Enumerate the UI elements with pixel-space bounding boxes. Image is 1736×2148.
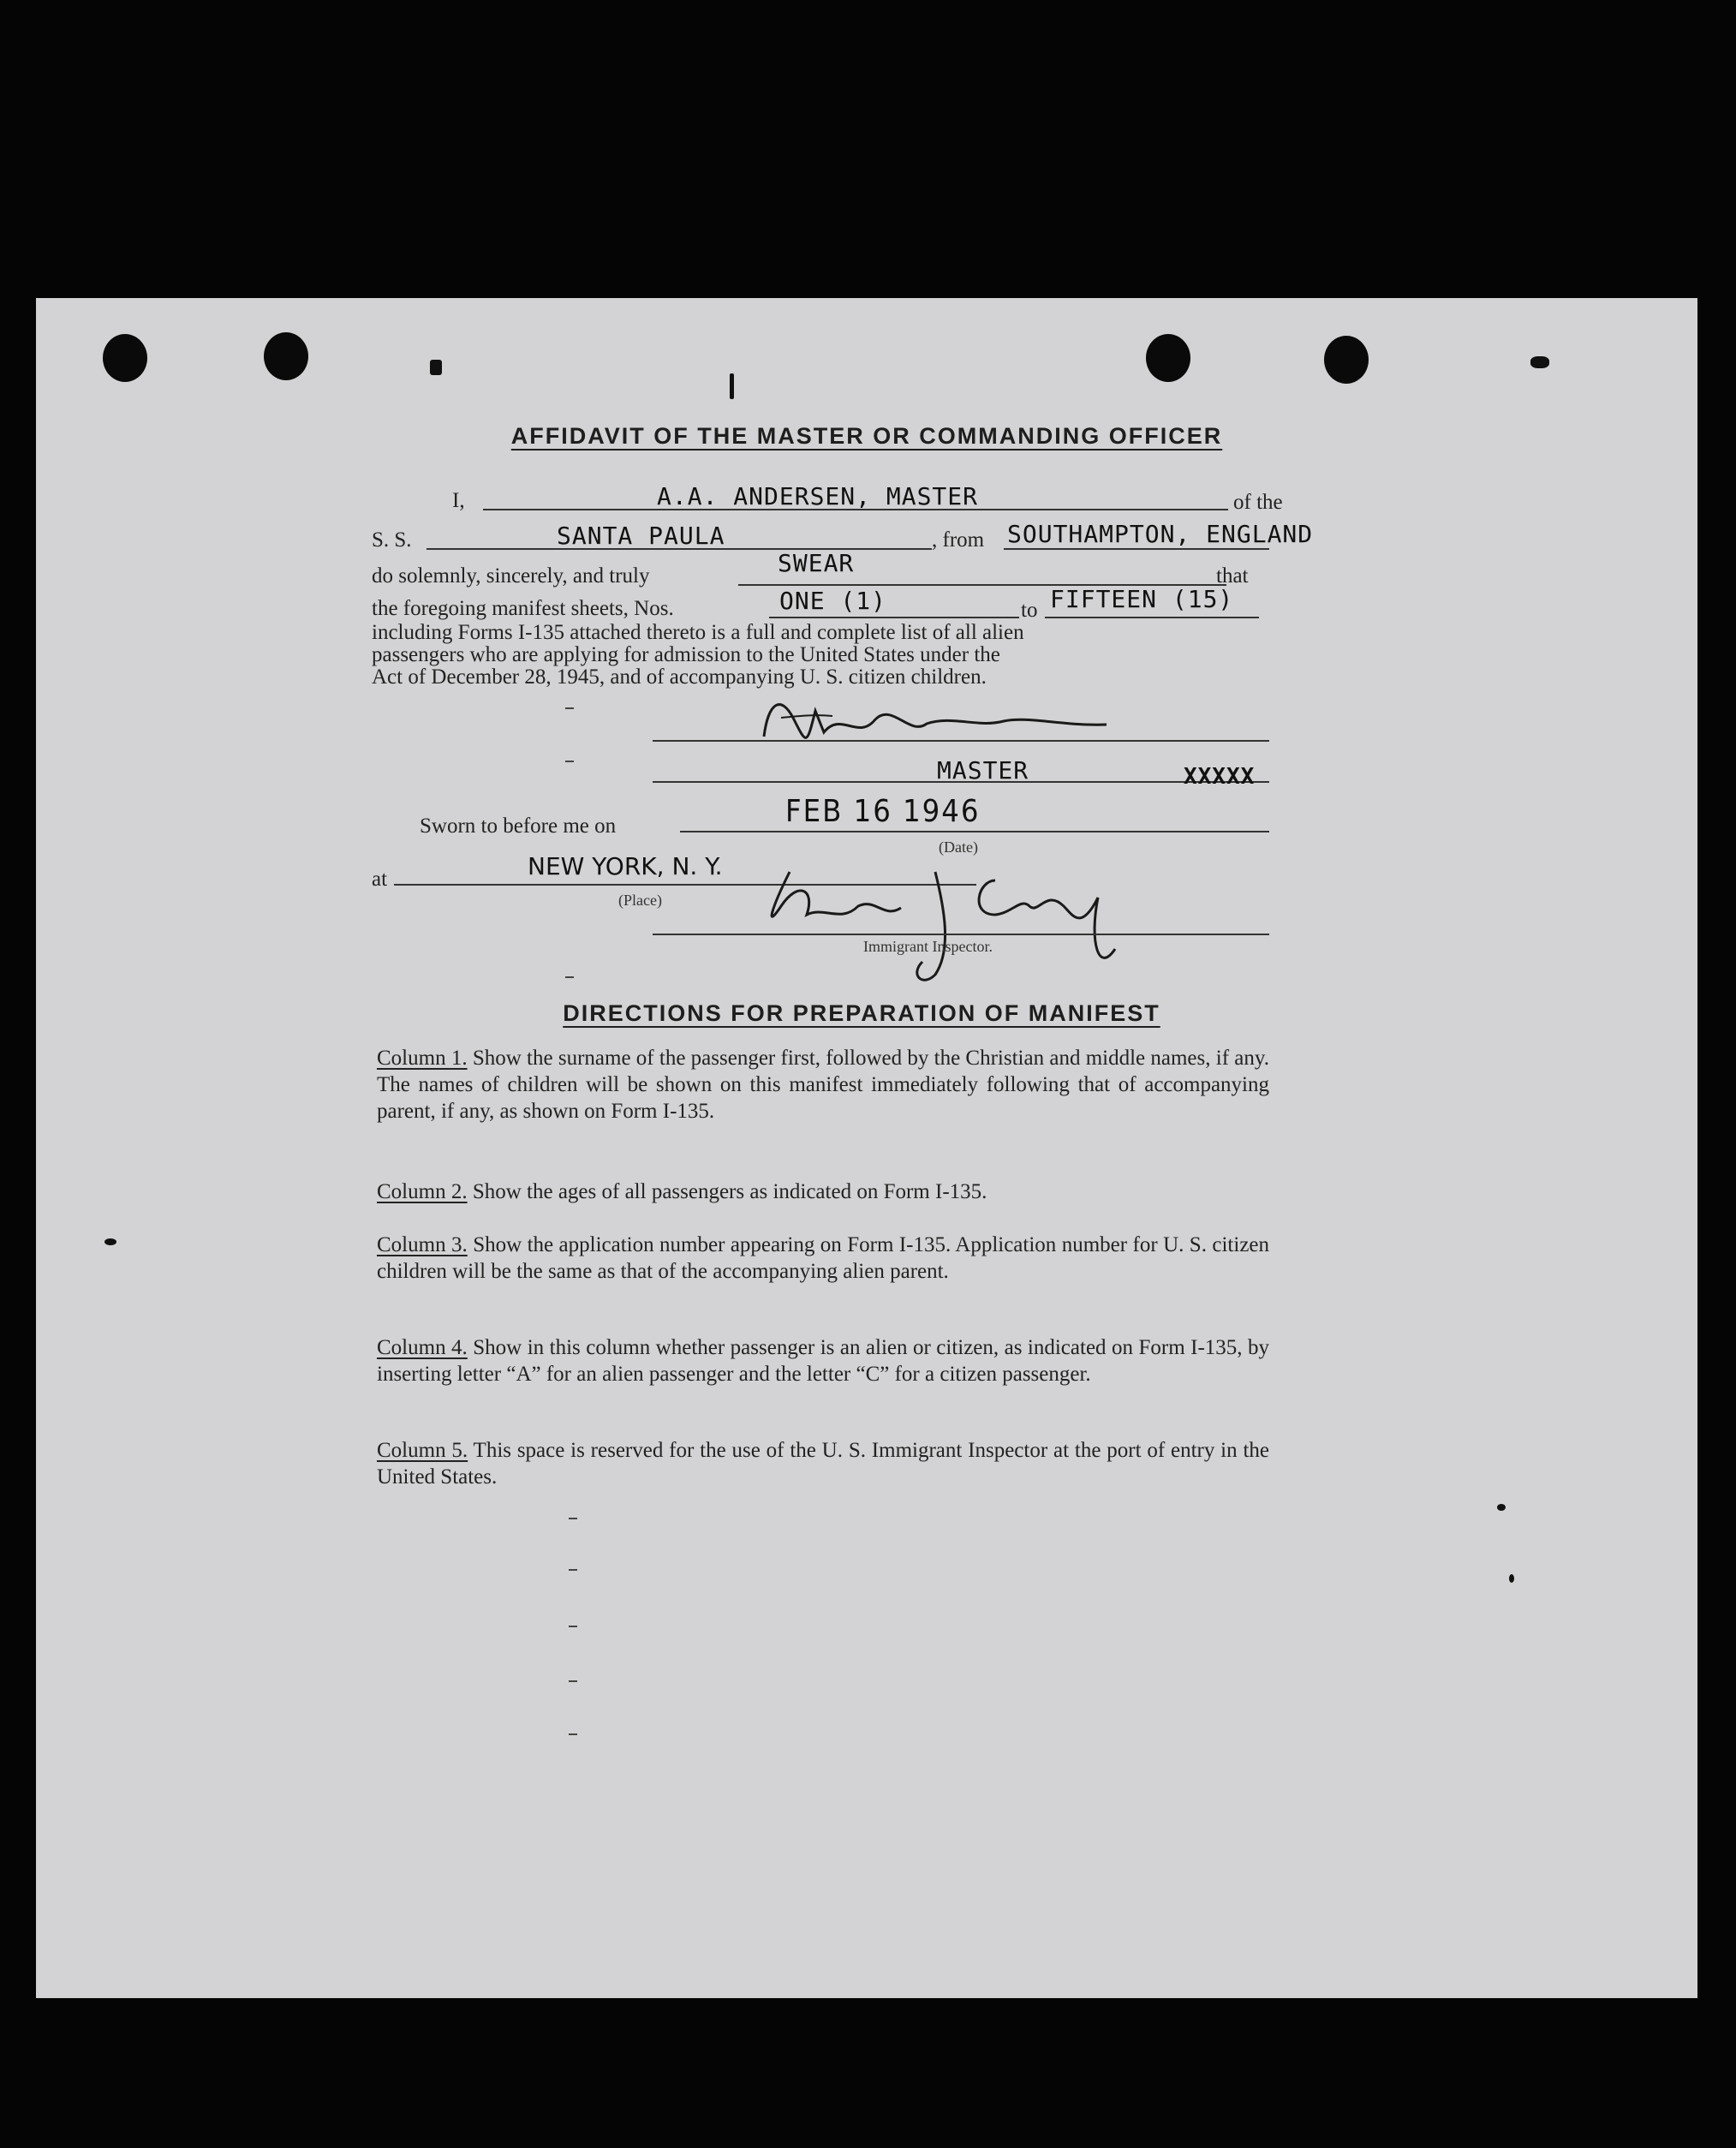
- oath-value: SWEAR: [778, 549, 855, 577]
- direction-column-2: [377, 1178, 1269, 1205]
- margin-dash: [565, 707, 574, 709]
- sheet-to-line: [1045, 617, 1259, 618]
- at-label: at: [372, 868, 388, 891]
- margin-dash: [569, 1518, 577, 1519]
- inspector-signature-line: [653, 934, 1269, 935]
- margin-dash: [569, 1733, 577, 1735]
- punch-hole: [103, 334, 147, 382]
- direction-text: This space is reserved for the use of the U. S. Immigrant Inspector at the port of entry in the United States.: [377, 1439, 1269, 1489]
- direction-text: Show in this column whether passenger is an alien or citizen, as indicated on Form I-135, by inserting letter “A” for an alien passenger and the letter “C” for a citizen passenger.: [377, 1336, 1270, 1386]
- i-label: I,: [452, 489, 465, 512]
- that-label: that: [1216, 564, 1249, 588]
- inspector-signature: [738, 855, 1132, 992]
- margin-dash: [569, 1680, 577, 1682]
- direction-label: Column 5.: [377, 1439, 468, 1462]
- margin-dash: [565, 761, 574, 762]
- affidavit-body-line: passengers who are applying for admission to the United States under the: [372, 643, 1000, 666]
- affidavit-body-line: including Forms I-135 attached thereto is a full and complete list of all alien: [372, 621, 1024, 644]
- direction-column-5: [377, 1437, 1269, 1490]
- direction-column-1: [377, 1045, 1269, 1125]
- from-label: , from: [932, 528, 985, 552]
- margin-dash: [569, 1626, 577, 1627]
- affidavit-body-line: Act of December 28, 1945, and of accompanying U. S. citizen children.: [372, 665, 987, 689]
- direction-label: Column 3.: [377, 1233, 468, 1256]
- punch-hole: [1324, 336, 1369, 384]
- sworn-label: Sworn to before me on: [420, 814, 617, 838]
- master-name-value: A.A. ANDERSEN, MASTER: [657, 482, 979, 510]
- ink-speck: [1509, 1574, 1514, 1583]
- margin-dash: [565, 976, 574, 978]
- sheet-from-value: ONE (1): [779, 587, 887, 615]
- affidavit-heading: AFFIDAVIT OF THE MASTER OR COMMANDING OFFICER: [510, 423, 1223, 449]
- margin-dash: [569, 1569, 577, 1571]
- place-value: NEW YORK, N. Y.: [528, 852, 723, 880]
- direction-column-3: [377, 1232, 1269, 1285]
- solemnly-label: do solemnly, sincerely, and truly: [372, 564, 650, 588]
- sworn-date-value: FEB 16 1946: [785, 794, 981, 829]
- ink-speck: [104, 1238, 116, 1245]
- ink-speck: [1497, 1504, 1506, 1511]
- of-the-label: of the: [1233, 491, 1283, 514]
- sheet-from-line: [769, 617, 1019, 618]
- ink-speck: [430, 360, 442, 375]
- ss-label: S. S.: [372, 528, 412, 552]
- ink-speck: [730, 373, 734, 399]
- punch-hole: [264, 332, 308, 380]
- port-from-line: [1004, 548, 1269, 550]
- inspector-caption: Immigrant Inspector.: [863, 938, 993, 955]
- document-page: [36, 298, 1697, 1998]
- sheet-to-value: FIFTEEN (15): [1050, 585, 1234, 613]
- sworn-date-line: [680, 831, 1269, 832]
- direction-text: Show the ages of all passengers as indicated on Form I-135.: [472, 1180, 987, 1203]
- title-value: MASTER: [937, 756, 1029, 785]
- port-from-value: SOUTHAMPTON, ENGLAND: [1007, 520, 1314, 548]
- direction-label: Column 1.: [377, 1047, 468, 1070]
- struck-out-text: XXXXX: [1184, 764, 1256, 790]
- direction-text: Show the surname of the passenger first, followed by the Christian and middle names, if any. The names of children will be shown on this manifest immediately following that of accompanying parent, if any, as shown on Form I-135.: [377, 1047, 1269, 1123]
- direction-label: Column 4.: [377, 1336, 468, 1359]
- direction-column-4: [377, 1334, 1269, 1387]
- directions-heading: DIRECTIONS FOR PREPARATION OF MANIFEST: [563, 1000, 1160, 1026]
- direction-text: Show the application number appearing on Form I-135. Application number for U. S. citizen children will be the same as that of the accompanying alien parent.: [377, 1233, 1270, 1283]
- sheets-label: the foregoing manifest sheets, Nos.: [372, 597, 674, 620]
- ink-speck: [1530, 356, 1549, 368]
- master-signature: [747, 685, 1124, 754]
- ship-name-value: SANTA PAULA: [557, 522, 725, 550]
- date-caption: (Date): [939, 838, 978, 856]
- place-caption: (Place): [618, 892, 662, 909]
- punch-hole: [1146, 334, 1190, 382]
- master-signature-line: [653, 740, 1269, 742]
- direction-label: Column 2.: [377, 1180, 468, 1203]
- to-label: to: [1021, 599, 1038, 622]
